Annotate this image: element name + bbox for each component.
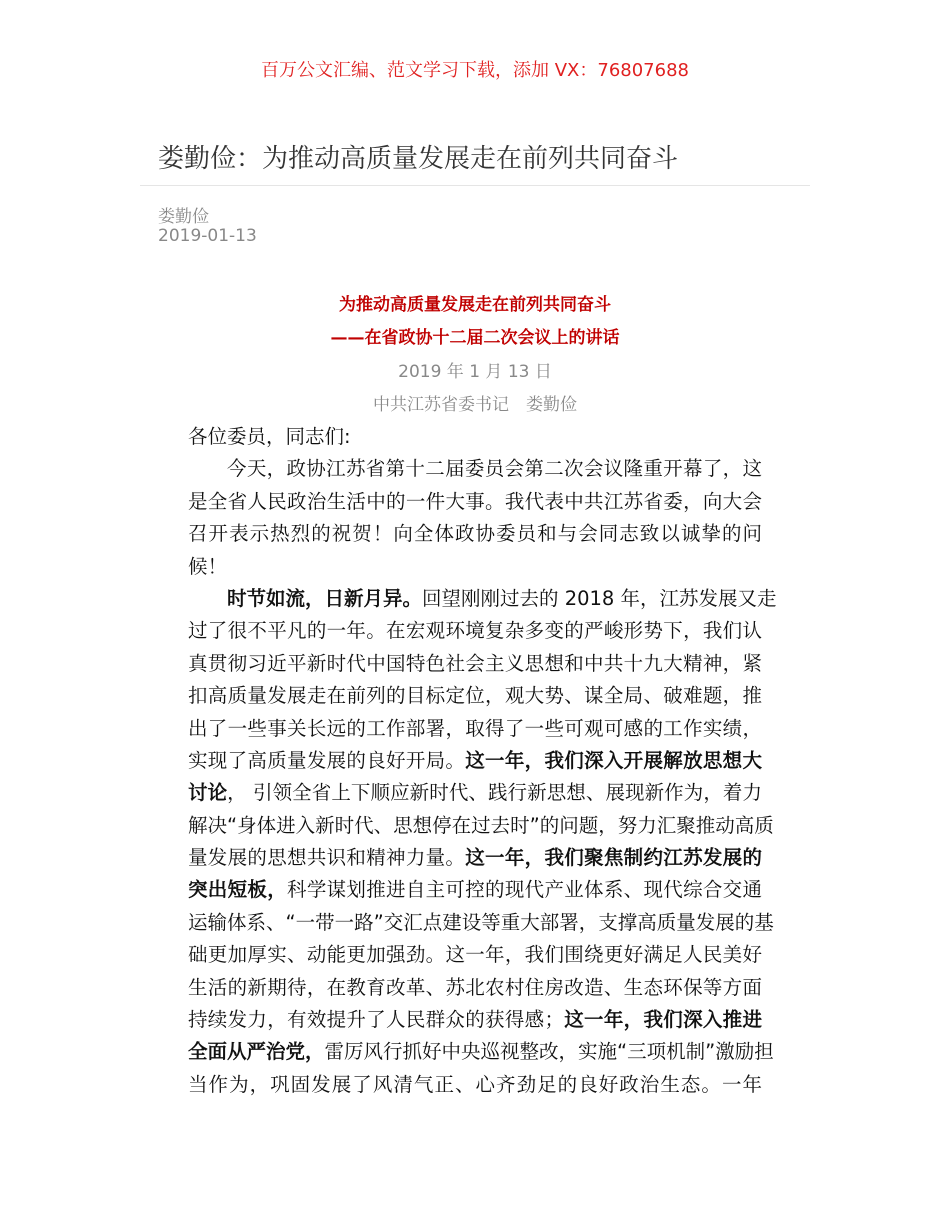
speech-body bbox=[188, 421, 777, 1101]
text-line bbox=[188, 1004, 762, 1036]
bold-text: 讨论 bbox=[188, 781, 228, 805]
text: 础更加厚实、动能更加强劲。这一年，我们围绕更好满足人民美好 bbox=[188, 943, 762, 967]
text: 回望刚刚过去的 2018 年，江苏发展又走 bbox=[422, 586, 777, 610]
text: 雷厉风行抓好中央巡视整改，实施“三项机制”激励担 bbox=[324, 1040, 774, 1064]
text: 真贯彻习近平新时代中国特色社会主义思想和中共十九大精神，紧 bbox=[188, 651, 762, 675]
article-date: 2019-01-13 bbox=[158, 226, 257, 246]
text-line bbox=[188, 972, 762, 1004]
article-author: 娄勤俭 bbox=[158, 207, 209, 227]
text: 解决“身体进入新时代、思想停在过去时”的问题，努力汇聚推动高质 bbox=[188, 813, 774, 837]
text: 科学谋划推进自主可控的现代产业体系、现代综合交通 bbox=[287, 878, 762, 902]
text-line bbox=[188, 583, 777, 615]
speech-heading: 为推动高质量发展走在前列共同奋斗 bbox=[339, 295, 611, 315]
text: 运输体系、“一带一路”交汇点建设等重大部署，支撑高质量发展的基 bbox=[188, 910, 774, 934]
text-line bbox=[188, 939, 762, 971]
text-line bbox=[188, 745, 762, 777]
bold-text: 这一年，我们聚焦制约江苏发展的 bbox=[465, 846, 762, 870]
text-line bbox=[188, 518, 762, 550]
text-line bbox=[188, 680, 762, 712]
bold-text: 全面从严治党， bbox=[188, 1040, 325, 1064]
text-line bbox=[188, 842, 762, 874]
download-banner: 百万公文汇编、范文学习下载，添加 VX：76807688 bbox=[261, 60, 689, 81]
speech-paragraphs bbox=[188, 453, 777, 1101]
text: 持续发力，有效提升了人民群众的获得感； bbox=[188, 1008, 564, 1032]
text: 量发展的思想共识和精神力量。 bbox=[188, 846, 466, 870]
text: 召开表示热烈的祝贺！向全体政协委员和与会同志致以诚挚的问 bbox=[188, 522, 762, 546]
speech-byline: 中共江苏省委书记 娄勤俭 bbox=[373, 395, 577, 415]
text: 过了很不平凡的一年。在宏观环境复杂多变的严峻形势下，我们认 bbox=[188, 619, 762, 643]
text: 出了一些事关长远的工作部署，取得了一些可观可感的工作实绩， bbox=[188, 716, 762, 740]
text: 实现了高质量发展的良好开局。 bbox=[188, 748, 466, 772]
bold-text: 时节如流，日新月异。 bbox=[227, 586, 423, 610]
text-line bbox=[188, 486, 762, 518]
text: 当作为，巩固发展了风清气正、心齐劲足的良好政治生态。一年 bbox=[188, 1072, 762, 1096]
text-line bbox=[188, 907, 774, 939]
speech-subheading: ——在省政协十二届二次会议上的讲话 bbox=[330, 328, 620, 348]
text-line bbox=[188, 648, 762, 680]
text-line bbox=[188, 1069, 762, 1101]
speech-date: 2019 年 1 月 13 日 bbox=[398, 362, 552, 382]
text: 今天，政协江苏省第十二届委员会第二次会议隆重开幕了，这 bbox=[227, 457, 762, 481]
text-line bbox=[188, 615, 762, 647]
text: 候！ bbox=[188, 554, 228, 578]
text: 扣高质量发展走在前列的目标定位，观大势、谋全局、破难题，推 bbox=[188, 684, 762, 708]
text: ， 引领全省上下顺应新时代、践行新思想、展现新作为，着力 bbox=[227, 781, 762, 805]
salutation: 各位委员，同志们: bbox=[188, 425, 351, 448]
text: 是全省人民政治生活中的一件大事。我代表中共江苏省委，向大会 bbox=[188, 489, 762, 513]
text: 生活的新期待，在教育改革、苏北农村住房改造、生态环保等方面 bbox=[188, 975, 762, 999]
text-line bbox=[188, 1036, 774, 1068]
text-line bbox=[188, 453, 762, 485]
text-line bbox=[188, 551, 762, 583]
text-line bbox=[188, 874, 762, 906]
bold-text: 这一年，我们深入推进 bbox=[563, 1008, 762, 1032]
text-line bbox=[188, 713, 762, 745]
text-line bbox=[188, 810, 774, 842]
text-line bbox=[188, 777, 762, 809]
page-title: 娄勤俭：为推动高质量发展走在前列共同奋斗 bbox=[158, 144, 679, 174]
bold-text: 这一年，我们深入开展解放思想大 bbox=[465, 748, 762, 772]
bold-text: 突出短板， bbox=[188, 878, 288, 902]
title-divider bbox=[140, 185, 810, 186]
